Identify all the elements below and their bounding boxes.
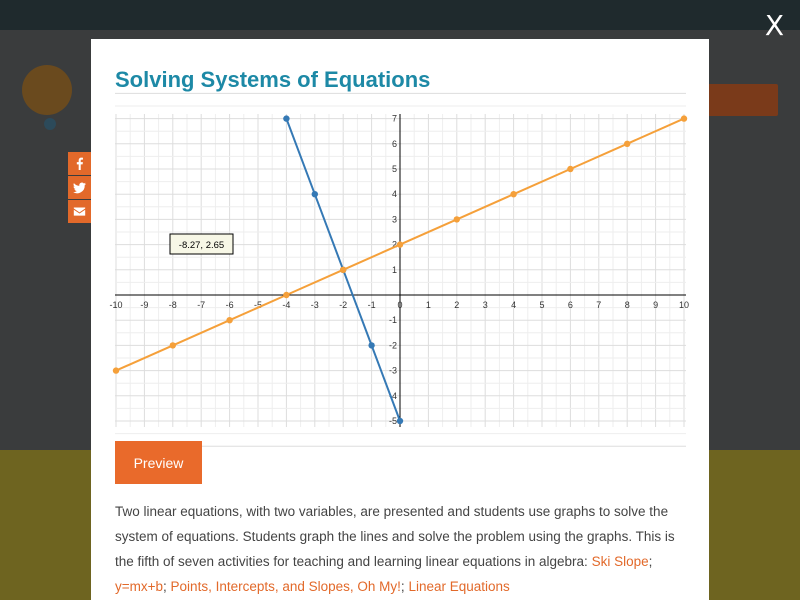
email-icon: [73, 205, 86, 218]
y-tick-label: 2: [391, 239, 397, 250]
data-point: [340, 267, 346, 273]
data-point: [510, 191, 516, 197]
x-tick-label: 3: [482, 300, 488, 310]
x-tick-label: 4: [511, 300, 517, 310]
x-tick-label: -4: [282, 300, 291, 310]
x-tick-label: 9: [653, 300, 659, 310]
data-point: [368, 342, 374, 348]
data-point: [283, 115, 289, 121]
x-tick-label: 1: [425, 300, 431, 310]
x-tick-label: 7: [596, 300, 602, 310]
modal-title: Solving Systems of Equations: [115, 67, 431, 92]
link-separator: ;: [163, 579, 171, 594]
x-tick-label: 5: [539, 300, 545, 310]
background-cta-button: [706, 84, 778, 116]
data-point: [283, 292, 289, 298]
data-point: [397, 241, 403, 247]
x-tick-label: -10: [109, 300, 123, 310]
link-ski-slope[interactable]: Ski Slope: [591, 554, 649, 569]
x-tick-label: 8: [624, 300, 630, 310]
x-tick-label: -3: [310, 300, 319, 310]
data-point: [312, 191, 318, 197]
y-tick-label: -5: [388, 416, 397, 426]
close-button[interactable]: X: [764, 9, 784, 42]
x-tick-label: -2: [339, 300, 348, 310]
link-points-intercepts-slopes[interactable]: Points, Intercepts, and Slopes, Oh My!: [170, 579, 401, 594]
preview-button[interactable]: Preview: [115, 441, 202, 484]
graph-svg[interactable]: [109, 113, 690, 427]
link-linear-equations[interactable]: Linear Equations: [408, 579, 510, 594]
data-point: [170, 342, 176, 348]
background-logo-mark: [44, 118, 56, 130]
activity-modal: [91, 39, 709, 600]
y-tick-label: 5: [391, 164, 397, 174]
x-tick-label: 6: [567, 300, 573, 310]
y-tick-label: -2: [388, 340, 397, 351]
y-tick-label: 1: [391, 264, 397, 275]
y-tick-label: -4: [388, 390, 397, 401]
link-separator: ;: [400, 579, 409, 594]
share-bar: [68, 152, 91, 224]
share-twitter-button[interactable]: [68, 176, 91, 199]
data-point: [226, 317, 232, 323]
data-point: [454, 216, 460, 222]
background-logo: [22, 65, 72, 115]
y-tick-label: -1: [388, 315, 397, 326]
y-tick-label: 6: [391, 138, 397, 149]
description-text: Two linear equations, with two variables, are presented and students use graphs to solve the system of equations. Students graph the lines and solve the problem using the graphs. This is the fifth of seven activities for teaching and learning linear equations in algebra:: [115, 504, 675, 569]
share-facebook-button[interactable]: [68, 152, 91, 175]
x-tick-label: 10: [678, 300, 690, 310]
data-point: [397, 418, 403, 424]
data-point: [624, 141, 630, 147]
x-tick-label: -1: [367, 300, 376, 310]
x-tick-label: -8: [168, 300, 177, 310]
data-point: [567, 166, 573, 172]
y-tick-label: 4: [391, 189, 397, 200]
y-tick-label: 3: [391, 214, 397, 225]
link-separator: ;: [648, 554, 653, 569]
background-top-bar: [0, 0, 800, 30]
coordinate-tooltip-text: -8.27, 2.65: [178, 240, 225, 251]
x-tick-label: -5: [253, 300, 263, 310]
x-tick-label: -7: [197, 300, 206, 310]
link-y-mx-b[interactable]: y=mx+b: [115, 579, 164, 594]
data-point: [113, 367, 119, 373]
x-tick-label: 2: [454, 300, 460, 310]
activity-description: [115, 499, 685, 599]
data-point: [681, 115, 687, 121]
facebook-icon: [73, 157, 86, 170]
y-tick-label: -3: [388, 365, 397, 376]
x-tick-label: -6: [225, 300, 234, 310]
x-tick-label: -9: [140, 300, 149, 310]
share-email-button[interactable]: [68, 200, 91, 223]
x-tick-label: 0: [397, 300, 403, 310]
graph-panel[interactable]: [109, 113, 690, 427]
twitter-icon: [73, 181, 86, 194]
y-tick-label: 7: [391, 113, 397, 124]
